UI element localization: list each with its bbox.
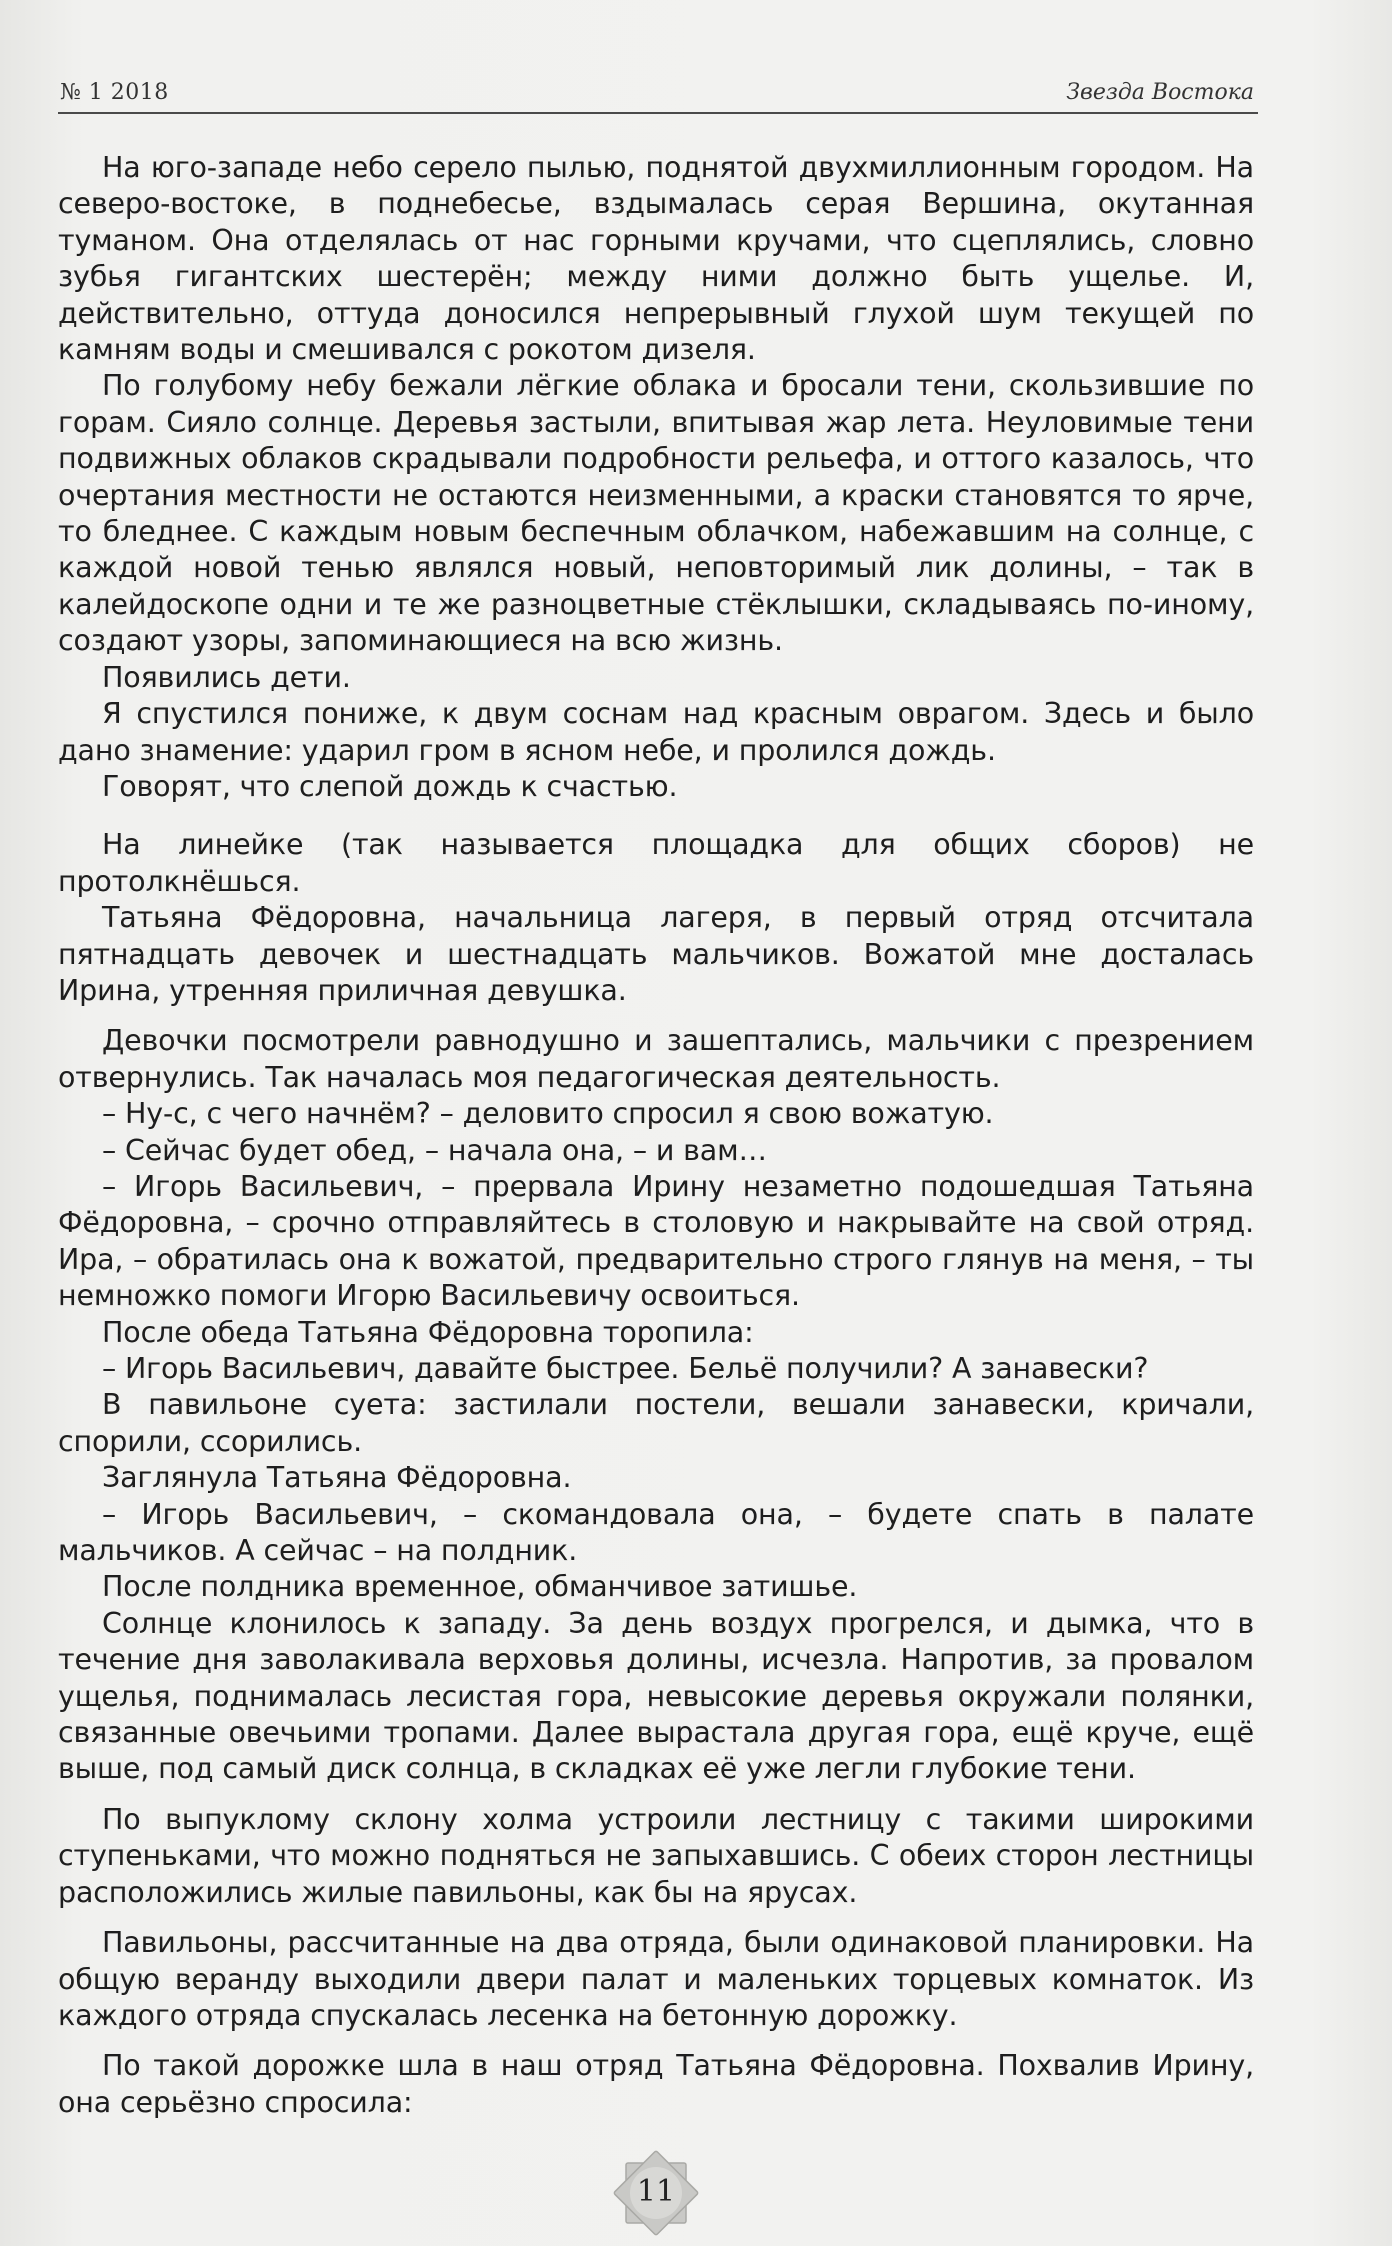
- paragraph: Павильоны, рассчитанные на два отряда, были одинаковой планировки. На общую веранду выходили двери палат и маленьких торцевых комнаток. Из каждого отряда спускалась лесенка на бетонную дорожку.: [58, 1926, 1254, 2032]
- paragraph: – Игорь Васильевич, – скомандовала она, – будете спать в палате мальчиков. А сейчас – на полдник.: [58, 1497, 1254, 1568]
- paragraph: После обеда Татьяна Фёдоровна торопила:: [102, 1315, 754, 1349]
- paragraph: Татьяна Фёдоровна, начальница лагеря, в первый отряд отсчитала пятнадцать девочек и шестнадцать мальчиков. Вожатой мне досталась Ирина, утренняя приличная девушка.: [58, 901, 1254, 1007]
- paragraph: – Сейчас будет обед, – начала она, – и вам…: [102, 1133, 767, 1167]
- body-text: [58, 150, 1254, 2121]
- paragraph: По выпуклому склону холма устроили лестницу с такими широкими ступеньками, что можно подняться не запыхавшись. С обеих сторон лестницы расположились жилые павильоны, как бы на ярусах.: [58, 1802, 1254, 1909]
- issue-number: № 1 2018: [60, 80, 169, 105]
- page-number: 11: [636, 2174, 676, 2209]
- paragraph: Я спустился пониже, к двум соснам над красным оврагом. Здесь и было дано знамение: ударил гром в ясном небе, и пролился дождь.: [58, 697, 1254, 767]
- paragraph: Солнце клонилось к западу. За день воздух прогрелся, и дымка, что в течение дня заволакивала верховья долины, исчезла. Напротив, за провалом ущелья, поднималась лесистая гора, невысокие деревья окружали полянки, связанные овечьими тропами. Далее вырастала другая гора, ещё круче, ещё выше, под самый диск солнца, в складках её уже легли глубокие тени.: [58, 1606, 1254, 1786]
- paragraph: Говорят, что слепой дождь к счастью.: [102, 769, 678, 803]
- journal-title: Звезда Востока: [1066, 80, 1254, 105]
- paragraph: По такой дорожке шла в наш отряд Татьяна Фёдоровна. Похвалив Ирину, она серьёзно спросила:: [58, 2049, 1254, 2119]
- paragraph: Заглянула Татьяна Фёдоровна.: [102, 1461, 572, 1495]
- page-number-ornament: [596, 2148, 716, 2238]
- running-header: [58, 78, 1258, 114]
- paragraph: Девочки посмотрели равнодушно и зашептались, мальчики с презрением отвернулись. Так началась моя педагогическая деятельность.: [58, 1024, 1254, 1094]
- paragraph: После полдника временное, обманчивое затишье.: [102, 1570, 858, 1604]
- paragraph: – Ну-с, с чего начнём? – деловито спросил я свою вожатую.: [102, 1097, 994, 1131]
- paragraph: – Игорь Васильевич, – прервала Ирину незаметно подошедшая Татьяна Фёдоровна, – срочно отправляйтесь в столовую и накрывайте на свой отряд. Ира, – обратилась она к вожатой, предварительно строго глянув на меня, – ты немножко помоги Игорю Васильевичу освоиться.: [58, 1169, 1254, 1313]
- paragraph: Появились дети.: [102, 660, 351, 694]
- paragraph: По голубому небу бежали лёгкие облака и бросали тени, скользившие по горам. Сияло солнце. Деревья застыли, впитывая жар лета. Неуловимые тени подвижных облаков скрадывали подробности рельефа, и оттого казалось, что очертания местности не остаются неизменными, а краски становятся то ярче, то бледнее. С каждым новым беспечным облачком, набежавшим на солнце, с каждой новой тенью являлся новый, неповторимый лик долины, – так в калейдоскопе одни и те же разноцветные стёклышки, складываясь по-иному, создают узоры, запоминающиеся на всю жизнь.: [58, 369, 1254, 658]
- paragraph: На линейке (так называется площадка для общих сборов) не протолкнёшься.: [58, 828, 1254, 898]
- paragraph: В павильоне суета: застилали постели, вешали занавески, кричали, спорили, ссорились.: [58, 1388, 1254, 1458]
- paragraph: На юго-западе небо серело пылью, поднятой двухмиллионным городом. На северо-востоке, в поднебесье, вздымалась серая Вершина, окутанная туманом. Она отделялась от нас горными кручами, что сцеплялись, словно зубья гигантских шестерён; между ними должно быть ущелье. И, действительно, оттуда доносился непрерывный глухой шум текущей по камням воды и смешивался с рокотом дизеля.: [58, 151, 1254, 367]
- paragraph: – Игорь Васильевич, давайте быстрее. Бельё получили? А занавески?: [102, 1352, 1149, 1385]
